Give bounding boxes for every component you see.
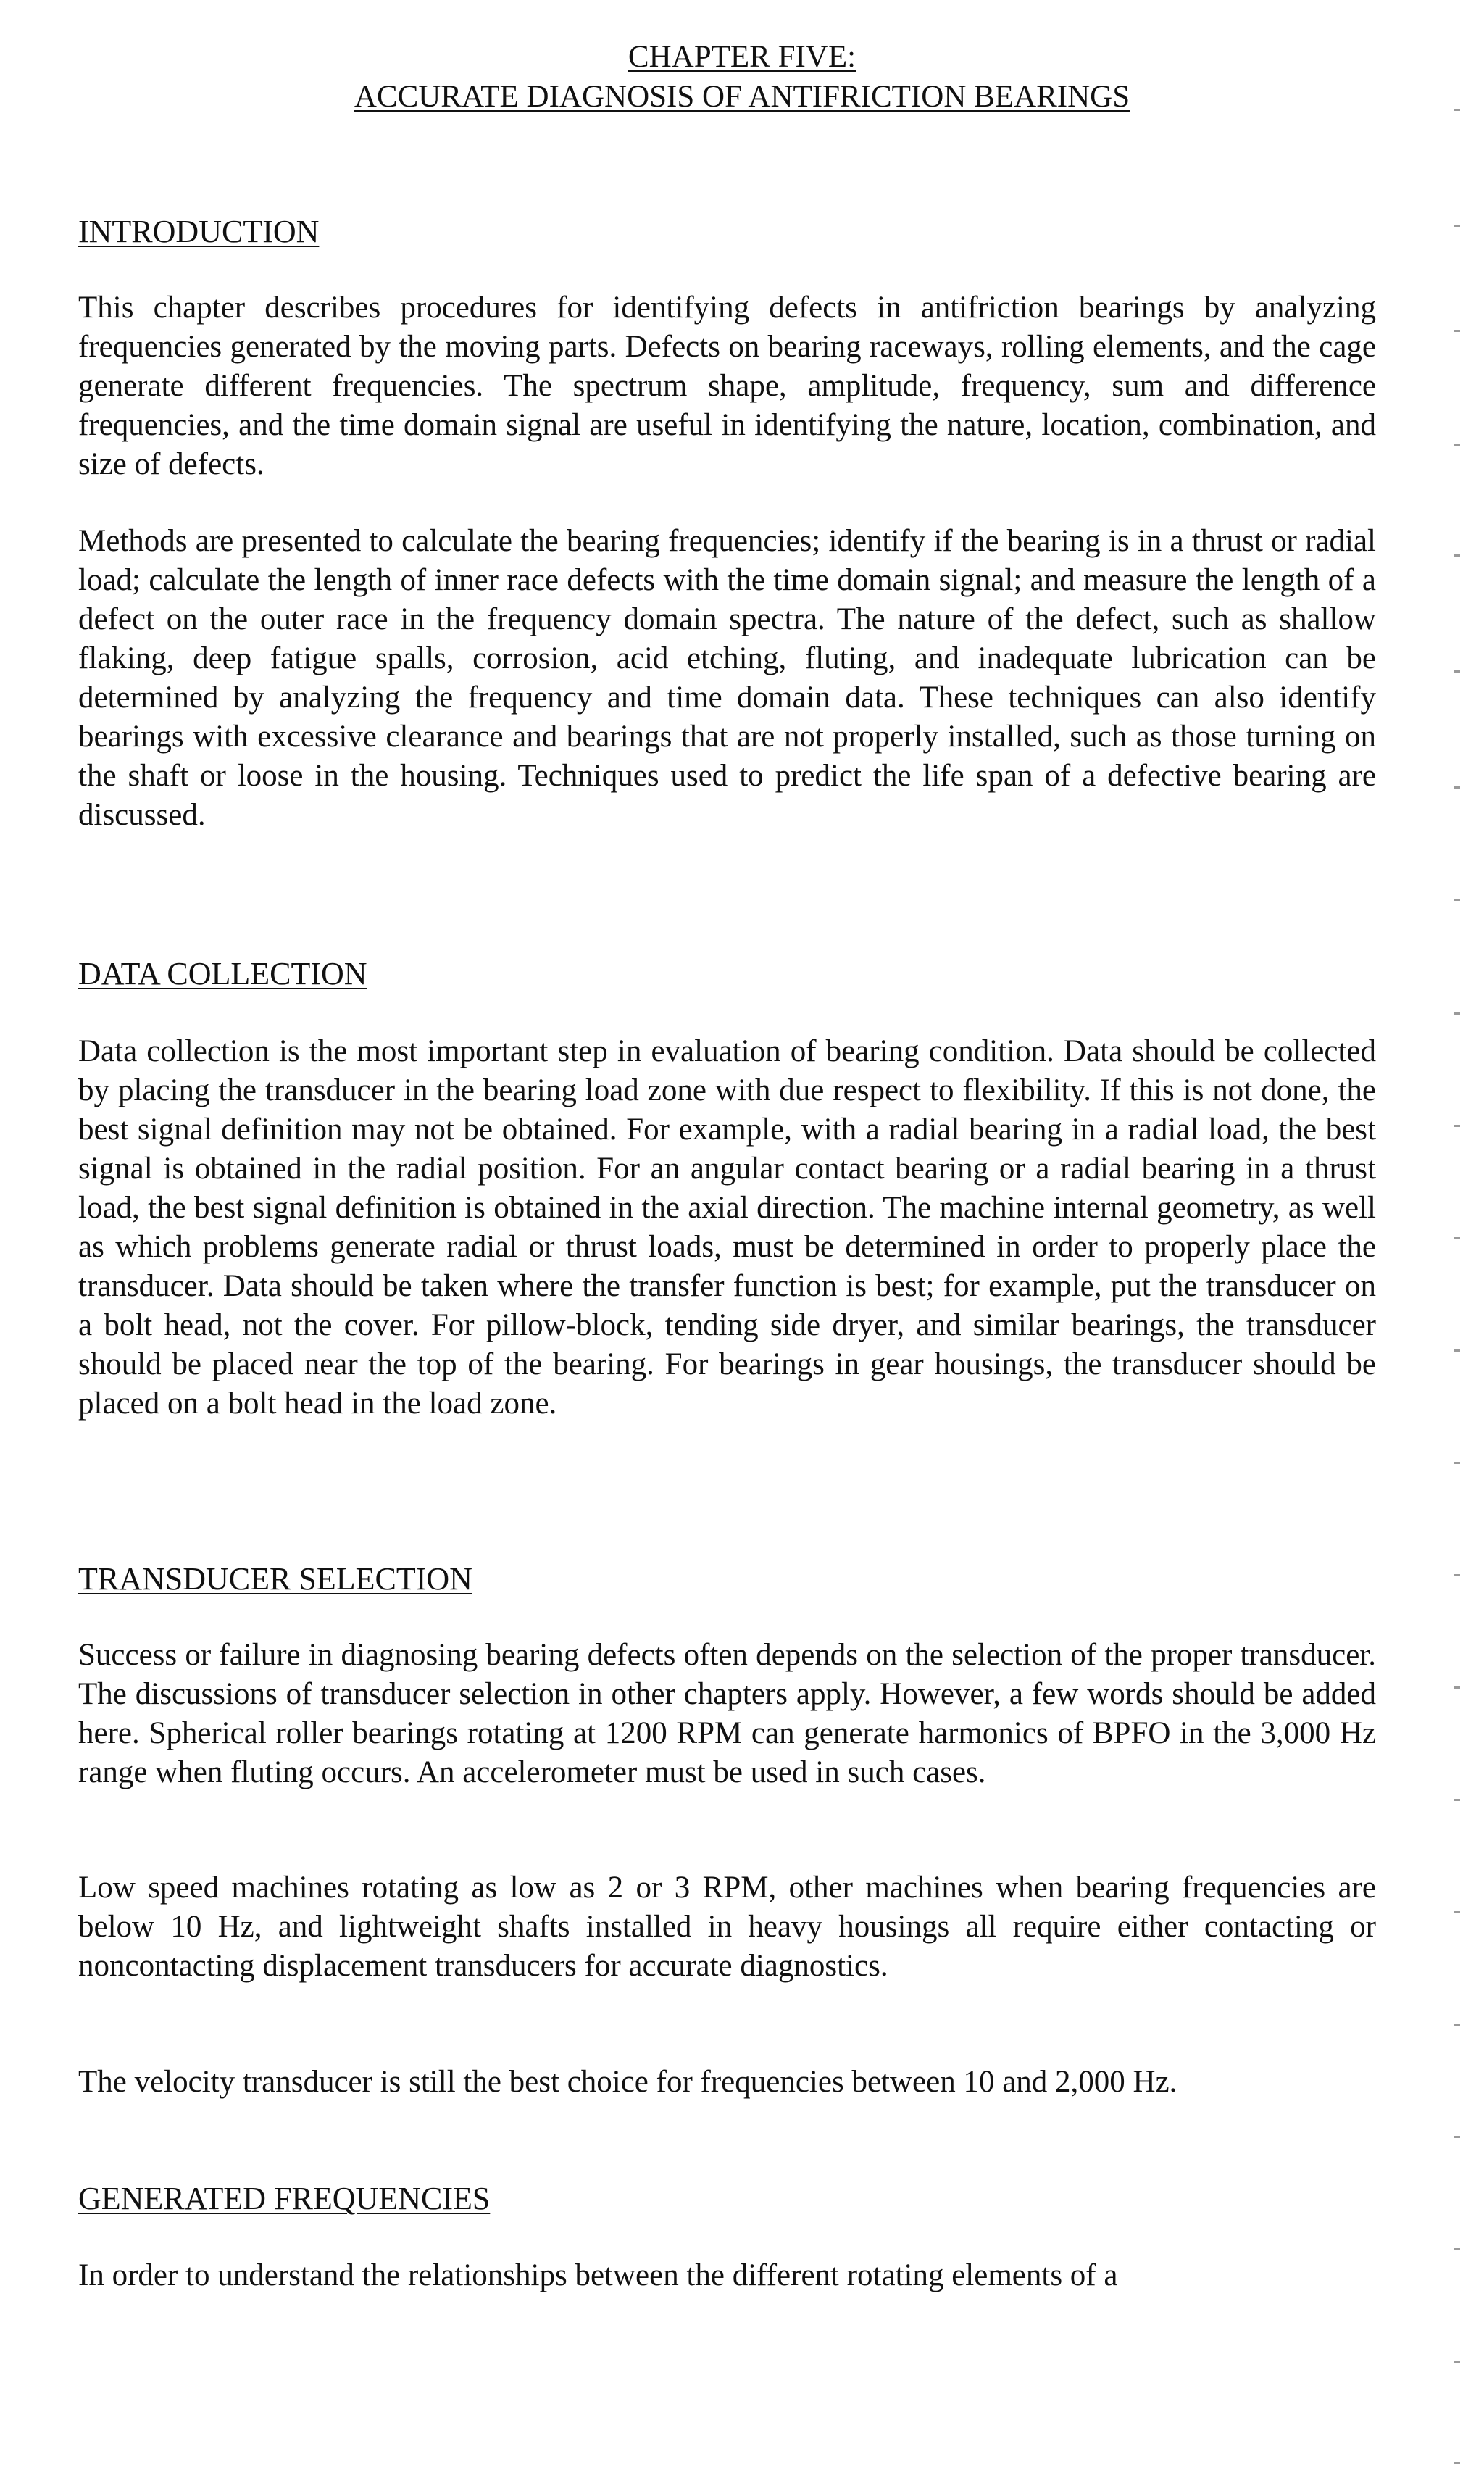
chapter-title: ACCURATE DIAGNOSIS OF ANTIFRICTION BEARINGS	[354, 80, 1130, 114]
margin-tick	[1454, 2361, 1460, 2363]
data-collection-paragraph-1: Data collection is the most important step in evaluation of bearing condition. Data should be collected by placing the transducer in the bearing load zone with due respect to flexibility. If this is not done, the best signal definition may not be obtained. For example, with a radial bearing in a radial load, the best signal is obtained in the radial position. For an angular contact bearing or a radial bearing in a thrust load, the best signal definition is obtained in the axial direction. The machine internal geometry, as well as which problems generate radial or thrust loads, must be determined in order to properly place the transducer. Data should be taken where the transfer function is best; for example, put the transducer on a bolt head, not the cover. For pillow-block, tending side dryer, and similar bearings, the transducer should be placed near the top of the bearing. For bearings in gear housings, the transducer should be placed on a bolt head in the load zone.	[78, 1034, 1376, 1421]
margin-tick	[1454, 2024, 1460, 2026]
margin-tick	[1454, 670, 1460, 673]
transducer-selection-paragraph-2: Low speed machines rotating as low as 2 or 3 RPM, other machines when bearing frequencies are below 10 Hz, and lightweight shafts installed in heavy housings all require either contacting or noncontacting displacement transducers for accurate diagnostics.	[78, 1871, 1376, 1983]
margin-tick	[1454, 1125, 1460, 1127]
margin-tick	[1454, 444, 1460, 446]
transducer-selection-paragraph-1: Success or failure in diagnosing bearing defects often depends on the selection of the proper transducer. The discussions of transducer selection in other chapters apply. However, a few words should be added here. Spherical roller bearings rotating at 1200 RPM can generate harmonics of BPFO in the 3,000 Hz range when fluting occurs. An accelerometer must be used in such cases.	[78, 1638, 1376, 1789]
margin-tick	[1454, 1686, 1460, 1689]
margin-tick	[1454, 1349, 1460, 1352]
margin-tick	[1454, 786, 1460, 789]
chapter-number: CHAPTER FIVE:	[628, 40, 856, 74]
margin-tick	[1454, 1911, 1460, 1913]
margin-tick	[1454, 2248, 1460, 2250]
generated-frequencies-heading: GENERATED FREQUENCIES	[78, 2181, 491, 2216]
margin-tick	[1454, 1799, 1460, 1801]
margin-tick	[1454, 109, 1460, 111]
data-collection-heading: DATA COLLECTION	[78, 956, 367, 991]
margin-scan-marks	[1453, 0, 1467, 2483]
generated-frequencies-paragraph-1: In order to understand the relationships between the different rotating elements of a	[78, 2258, 1118, 2292]
margin-tick	[1454, 1012, 1460, 1015]
transducer-selection-paragraph-3: The velocity transducer is still the best choice for frequencies between 10 and 2,000 Hz.	[78, 2065, 1177, 2099]
margin-tick	[1454, 1462, 1460, 1464]
margin-tick	[1454, 1237, 1460, 1239]
introduction-heading: INTRODUCTION	[78, 214, 320, 249]
introduction-paragraph-2: Methods are presented to calculate the bearing frequencies; identify if the bearing is in a thrust or radial load; calculate the length of inner race defects with the time domain signal; and measure the length of a defect on the outer race in the frequency domain spectra. The nature of the defect, such as shallow flaking, deep fatigue spalls, corrosion, acid etching, fluting, and inadequate lubrication can be determined by analyzing the frequency and time domain data. These techniques can also identify bearings with excessive clearance and bearings that are not properly installed, such as those turning on the shaft or loose in the housing. Techniques used to predict the life span of a defective bearing are discussed.	[78, 524, 1376, 832]
transducer-selection-heading: TRANSDUCER SELECTION	[78, 1561, 472, 1597]
introduction-paragraph-1: This chapter describes procedures for identifying defects in antifriction bearings by analyzing frequencies generated by the moving parts. Defects on bearing raceways, rolling elements, and the cage generate different frequencies. The spectrum shape, amplitude, frequency, sum and difference frequencies, and the time domain signal are useful in identifying the nature, location, combination, and size of defects.	[78, 291, 1376, 481]
margin-tick	[1454, 330, 1460, 332]
margin-tick	[1454, 2136, 1460, 2138]
margin-tick	[1454, 2462, 1460, 2464]
margin-tick	[1454, 1574, 1460, 1576]
margin-tick	[1454, 225, 1460, 227]
margin-tick	[1454, 899, 1460, 901]
margin-tick	[1454, 554, 1460, 557]
